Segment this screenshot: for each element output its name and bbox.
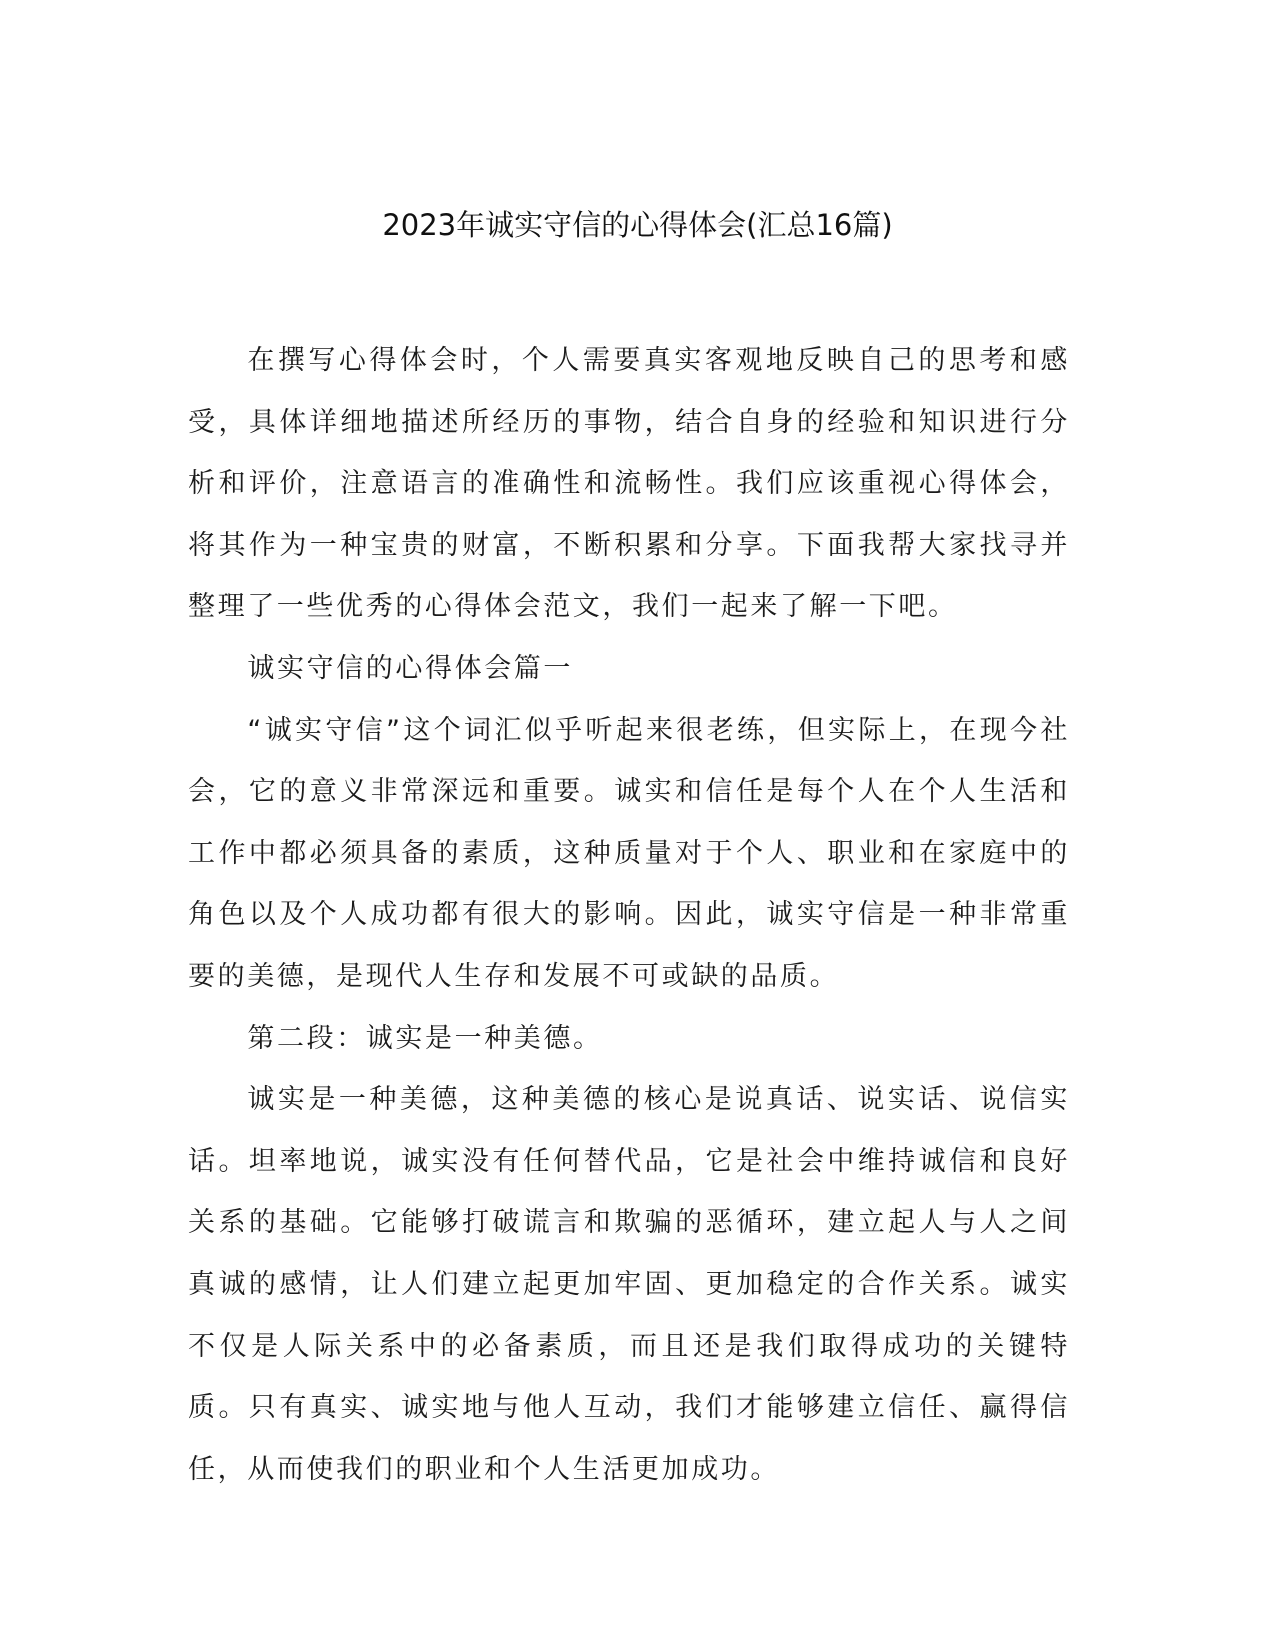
document-title: 2023年诚实守信的心得体会(汇总16篇) bbox=[382, 208, 893, 242]
body-paragraph: 诚实是一种美德，这种美德的核心是说真话、说实话、说信实话。坦率地说，诚实没有任何替代品，它是社会中维持诚信和良好关系的基础。它能够打破谎言和欺骗的恶循环，建立起人与人之间真诚的感情，让人们建立起更加牢固、更加稳定的合作关系。诚实不仅是人际关系中的必备素质，而且还是我们取得成功的关键特质。只有真实、诚实地与他人互动，我们才能够建立信任、赢得信任，从而使我们的职业和个人生活更加成功。 bbox=[188, 1084, 1070, 1485]
document-body bbox=[188, 330, 1070, 1500]
section-heading-part-one: 诚实守信的心得体会篇一 bbox=[247, 652, 573, 684]
section-heading-second-paragraph: 第二段：诚实是一种美德。 bbox=[247, 1022, 603, 1054]
body-paragraph: “诚实守信”这个词汇似乎听起来很老练，但实际上，在现今社会，它的意义非常深远和重要。诚实和信任是每个人在个人生活和工作中都必须具备的素质，这种质量对于个人、职业和在家庭中的角色以及个人成功都有很大的影响。因此，诚实守信是一种非常重要的美德，是现代人生存和发展不可或缺的品质。 bbox=[188, 714, 1070, 992]
intro-paragraph: 在撰写心得体会时，个人需要真实客观地反映自己的思考和感受，具体详细地描述所经历的事物，结合自身的经验和知识进行分析和评价，注意语言的准确性和流畅性。我们应该重视心得体会，将其作为一种宝贵的财富，不断积累和分享。下面我帮大家找寻并整理了一些优秀的心得体会范文，我们一起来了解一下吧。 bbox=[188, 345, 1070, 623]
